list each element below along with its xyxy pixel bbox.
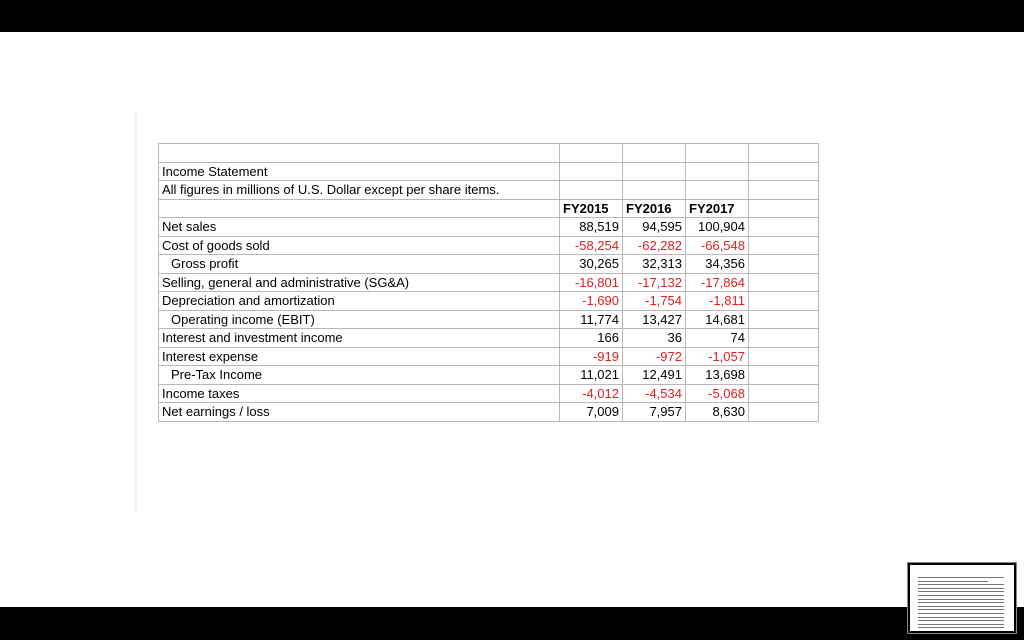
- row-label[interactable]: Interest expense: [159, 347, 560, 366]
- cell-empty[interactable]: [560, 144, 623, 163]
- table-row: [159, 273, 819, 292]
- value-cell[interactable]: -4,534: [623, 384, 686, 403]
- value-cell[interactable]: -66,548: [686, 236, 749, 255]
- sheet-row-years: [159, 199, 819, 218]
- cell-empty[interactable]: [749, 236, 819, 255]
- value-cell[interactable]: -58,254: [560, 236, 623, 255]
- statement-title[interactable]: Income Statement: [159, 162, 560, 181]
- value-cell[interactable]: -16,801: [560, 273, 623, 292]
- value-cell[interactable]: 12,491: [623, 366, 686, 385]
- thumbnail-preview: [918, 577, 1004, 621]
- year-header[interactable]: FY2017: [686, 199, 749, 218]
- value-cell[interactable]: 11,774: [560, 310, 623, 329]
- value-cell[interactable]: 74: [686, 329, 749, 348]
- value-cell[interactable]: 8,630: [686, 403, 749, 422]
- value-cell[interactable]: -62,282: [623, 236, 686, 255]
- cell-empty[interactable]: [623, 181, 686, 200]
- thumbnail-line: [918, 613, 1004, 614]
- cell-empty[interactable]: [560, 162, 623, 181]
- sheet-row-title: [159, 162, 819, 181]
- slide-edge-shadow: [134, 112, 137, 512]
- value-cell[interactable]: -1,811: [686, 292, 749, 311]
- cell-empty[interactable]: [749, 218, 819, 237]
- value-cell[interactable]: -5,068: [686, 384, 749, 403]
- cell-empty[interactable]: [159, 199, 560, 218]
- value-cell[interactable]: 11,021: [560, 366, 623, 385]
- value-cell[interactable]: 13,427: [623, 310, 686, 329]
- value-cell[interactable]: 100,904: [686, 218, 749, 237]
- table-row: [159, 347, 819, 366]
- row-label[interactable]: Pre-Tax Income: [159, 366, 560, 385]
- thumbnail-line: [918, 606, 1004, 607]
- value-cell[interactable]: -17,864: [686, 273, 749, 292]
- cell-empty[interactable]: [749, 199, 819, 218]
- value-cell[interactable]: 14,681: [686, 310, 749, 329]
- cell-empty[interactable]: [686, 162, 749, 181]
- row-label[interactable]: Cost of goods sold: [159, 236, 560, 255]
- row-label[interactable]: Net sales: [159, 218, 560, 237]
- thumbnail-line: [918, 584, 1004, 585]
- cell-empty[interactable]: [686, 144, 749, 163]
- value-cell[interactable]: -1,057: [686, 347, 749, 366]
- value-cell[interactable]: 94,595: [623, 218, 686, 237]
- thumbnail-line: [918, 577, 1004, 578]
- row-label[interactable]: Selling, general and administrative (SG&A): [159, 273, 560, 292]
- cell-empty[interactable]: [749, 403, 819, 422]
- cell-empty[interactable]: [749, 366, 819, 385]
- cell-empty[interactable]: [749, 162, 819, 181]
- table-row: [159, 236, 819, 255]
- income-statement-table: [158, 143, 819, 422]
- cell-empty[interactable]: [749, 181, 819, 200]
- slide-thumbnail[interactable]: [908, 563, 1016, 633]
- table-row: [159, 218, 819, 237]
- value-cell[interactable]: 13,698: [686, 366, 749, 385]
- sheet-row-blank: [159, 144, 819, 163]
- value-cell[interactable]: 7,009: [560, 403, 623, 422]
- table-row: [159, 255, 819, 274]
- year-header[interactable]: FY2016: [623, 199, 686, 218]
- bottom-letterbox-bar: [0, 607, 1024, 640]
- thumbnail-line: [918, 602, 1004, 603]
- row-label[interactable]: Depreciation and amortization: [159, 292, 560, 311]
- table-row: [159, 292, 819, 311]
- value-cell[interactable]: 36: [623, 329, 686, 348]
- value-cell[interactable]: 30,265: [560, 255, 623, 274]
- row-label[interactable]: Interest and investment income: [159, 329, 560, 348]
- value-cell[interactable]: 34,356: [686, 255, 749, 274]
- year-header[interactable]: FY2015: [560, 199, 623, 218]
- thumbnail-line: [918, 627, 1004, 628]
- cell-empty[interactable]: [749, 329, 819, 348]
- cell-empty[interactable]: [686, 181, 749, 200]
- value-cell[interactable]: 7,957: [623, 403, 686, 422]
- statement-subtitle[interactable]: All figures in millions of U.S. Dollar except per share items.: [159, 181, 560, 200]
- value-cell[interactable]: 166: [560, 329, 623, 348]
- cell-empty[interactable]: [749, 347, 819, 366]
- thumbnail-line: [918, 617, 1004, 618]
- thumbnail-line: [918, 591, 1004, 592]
- thumbnail-line: [918, 595, 1004, 596]
- cell-empty[interactable]: [749, 310, 819, 329]
- table-row: [159, 366, 819, 385]
- cell-empty[interactable]: [749, 255, 819, 274]
- value-cell[interactable]: -972: [623, 347, 686, 366]
- top-letterbox-bar: [0, 0, 1024, 32]
- row-label[interactable]: Income taxes: [159, 384, 560, 403]
- sheet-row-subtitle: [159, 181, 819, 200]
- cell-empty[interactable]: [560, 181, 623, 200]
- cell-empty[interactable]: [749, 273, 819, 292]
- thumbnail-line: [918, 581, 988, 582]
- value-cell[interactable]: -919: [560, 347, 623, 366]
- cell-empty[interactable]: [159, 144, 560, 163]
- cell-empty[interactable]: [749, 292, 819, 311]
- thumbnail-line: [918, 599, 1004, 600]
- thumbnail-line: [918, 624, 1004, 625]
- row-label[interactable]: Net earnings / loss: [159, 403, 560, 422]
- value-cell[interactable]: 88,519: [560, 218, 623, 237]
- value-cell[interactable]: 32,313: [623, 255, 686, 274]
- table-row: [159, 403, 819, 422]
- cell-empty[interactable]: [749, 384, 819, 403]
- table-row: [159, 329, 819, 348]
- table-row: [159, 310, 819, 329]
- value-cell[interactable]: -1,754: [623, 292, 686, 311]
- cell-empty[interactable]: [623, 162, 686, 181]
- thumbnail-line: [918, 620, 1004, 621]
- cell-empty[interactable]: [623, 144, 686, 163]
- value-cell[interactable]: -1,690: [560, 292, 623, 311]
- thumbnail-line: [918, 609, 1004, 610]
- cell-empty[interactable]: [749, 144, 819, 163]
- row-label[interactable]: Operating income (EBIT): [159, 310, 560, 329]
- value-cell[interactable]: -4,012: [560, 384, 623, 403]
- thumbnail-line: [918, 588, 1004, 589]
- value-cell[interactable]: -17,132: [623, 273, 686, 292]
- table-row: [159, 384, 819, 403]
- row-label[interactable]: Gross profit: [159, 255, 560, 274]
